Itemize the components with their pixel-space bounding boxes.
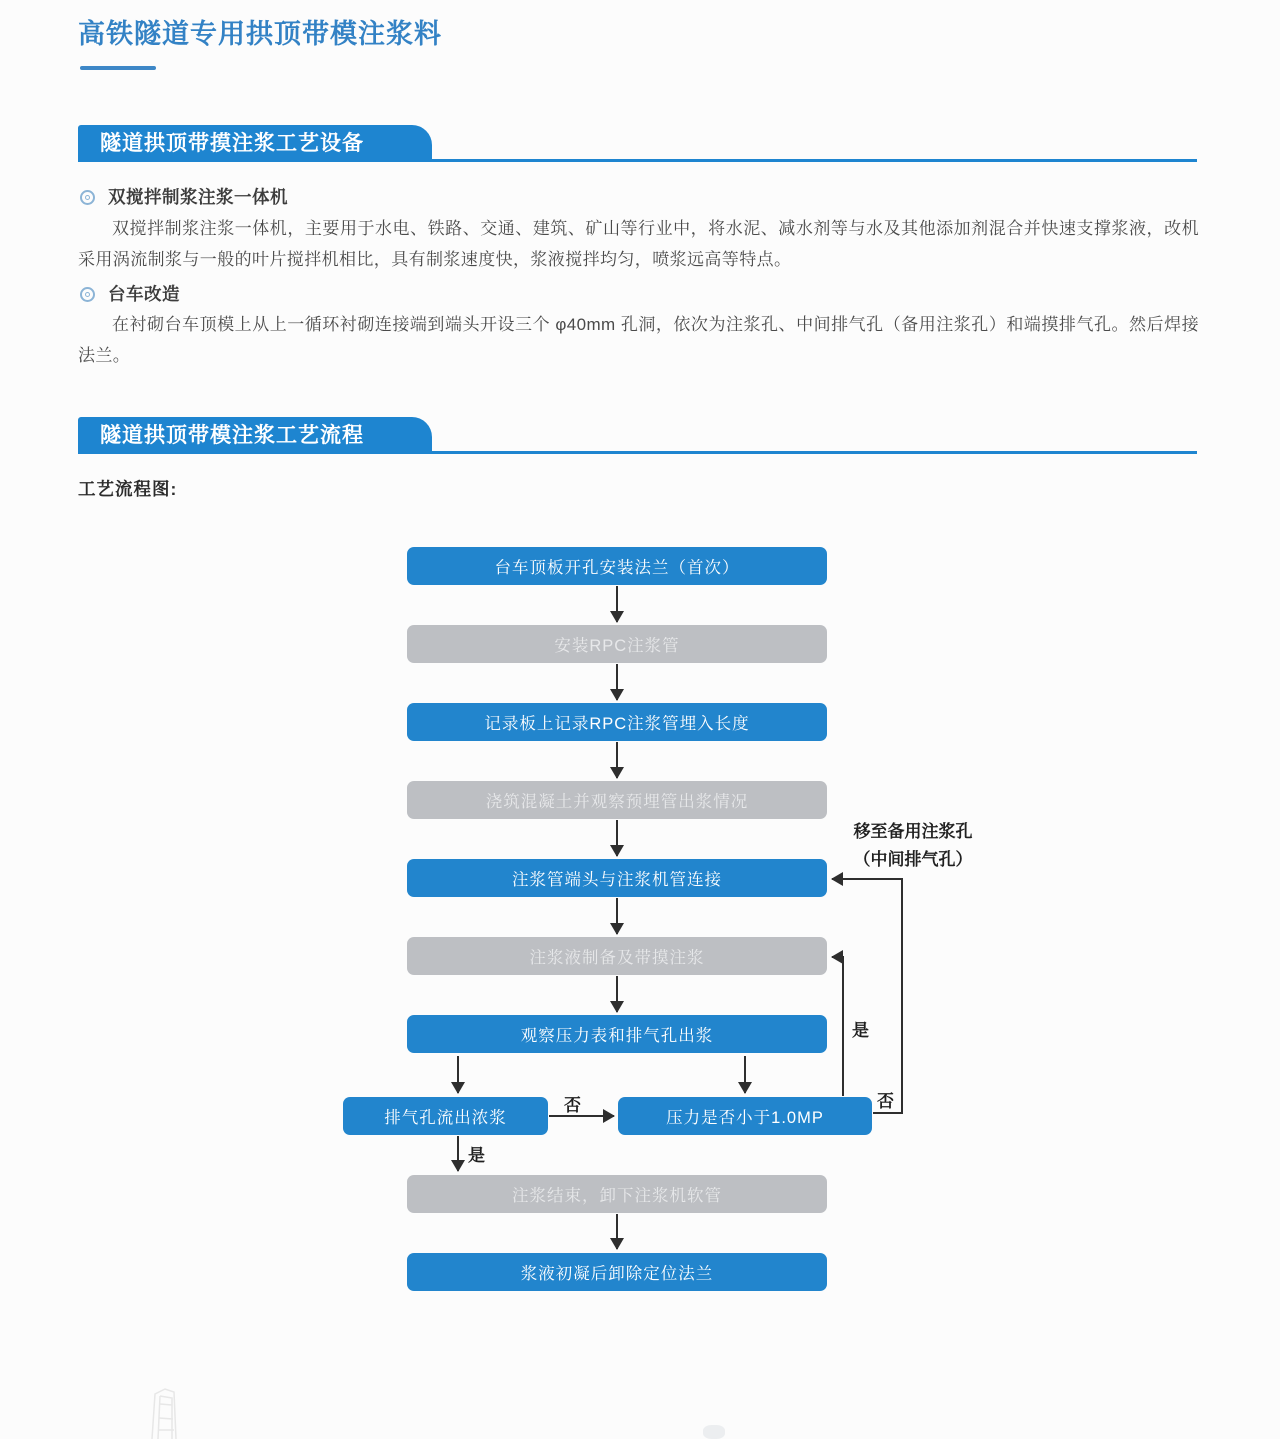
item1-body: 双搅拌制浆注浆一体机，主要用于水电、铁路、交通、建筑、矿山等行业中，将水泥、减水剂等与水及其他添加剂混合并快速支撑浆液，改机采用涡流制浆与一般的叶片搅拌机相比，具有制浆速度快，浆液搅拌均匀，喷浆远高等特点。 — [78, 219, 1199, 269]
label-no-horizontal: 否 — [564, 1096, 581, 1115]
label-no-loop: 否 — [877, 1092, 894, 1111]
label-move-to-backup-hole-line2: （中间排气孔） — [853, 850, 973, 869]
flow-node-thick-grout-out: 排气孔流出浓浆 — [343, 1097, 548, 1135]
double-circle-bullet-icon — [80, 287, 95, 302]
scan-smudge — [703, 1425, 725, 1439]
page-title: 高铁隧道专用拱顶带模注浆料 — [78, 19, 442, 49]
label-yes-loop: 是 — [852, 1021, 869, 1040]
flow-node-install-rpc-pipe: 安装RPC注浆管 — [407, 625, 827, 663]
flow-node-record-length: 记录板上记录RPC注浆管埋入长度 — [407, 703, 827, 741]
label-yes-bottom: 是 — [468, 1146, 485, 1165]
section1-banner: 隧道拱顶带摸注浆工艺设备 — [78, 125, 432, 162]
loop-node9-node6-yes — [832, 957, 843, 1096]
item2-heading: 台车改造 — [108, 284, 180, 304]
loop-node9-node5-no — [832, 879, 902, 1113]
flow-node-end-grouting: 注浆结束，卸下注浆机软管 — [407, 1175, 827, 1213]
label-move-to-backup-hole-line1: 移至备用注浆孔 — [853, 822, 973, 841]
item2-body: 在衬砌台车顶模上从上一循环衬砌连接端到端头开设三个 φ40mm 孔洞，依次为注浆孔、中间排气孔（备用注浆孔）和端摸排气孔。然后焊接法兰。 — [78, 315, 1199, 365]
flow-node-connect-pipe: 注浆管端头与注浆机管连接 — [407, 859, 827, 897]
item1-heading: 双搅拌制浆注浆一体机 — [108, 187, 288, 207]
double-circle-bullet-icon — [80, 190, 95, 205]
flow-node-remove-flange: 浆液初凝后卸除定位法兰 — [407, 1253, 827, 1291]
flow-node-pour-concrete: 浇筑混凝土并观察预埋管出浆情况 — [407, 781, 827, 819]
flowchart-caption: 工艺流程图: — [78, 479, 178, 499]
flow-node-prepare-grout: 注浆液制备及带摸注浆 — [407, 937, 827, 975]
flow-node-install-flange: 台车顶板开孔安装法兰（首次） — [407, 547, 827, 585]
section2-banner: 隧道拱顶带模注浆工艺流程 — [78, 417, 432, 454]
flow-node-observe-pressure: 观察压力表和排气孔出浆 — [407, 1015, 827, 1053]
title-underline — [80, 66, 156, 70]
tower-building-watermark-icon — [138, 1384, 198, 1439]
flow-node-pressure-check: 压力是否小于1.0MP — [618, 1097, 872, 1135]
